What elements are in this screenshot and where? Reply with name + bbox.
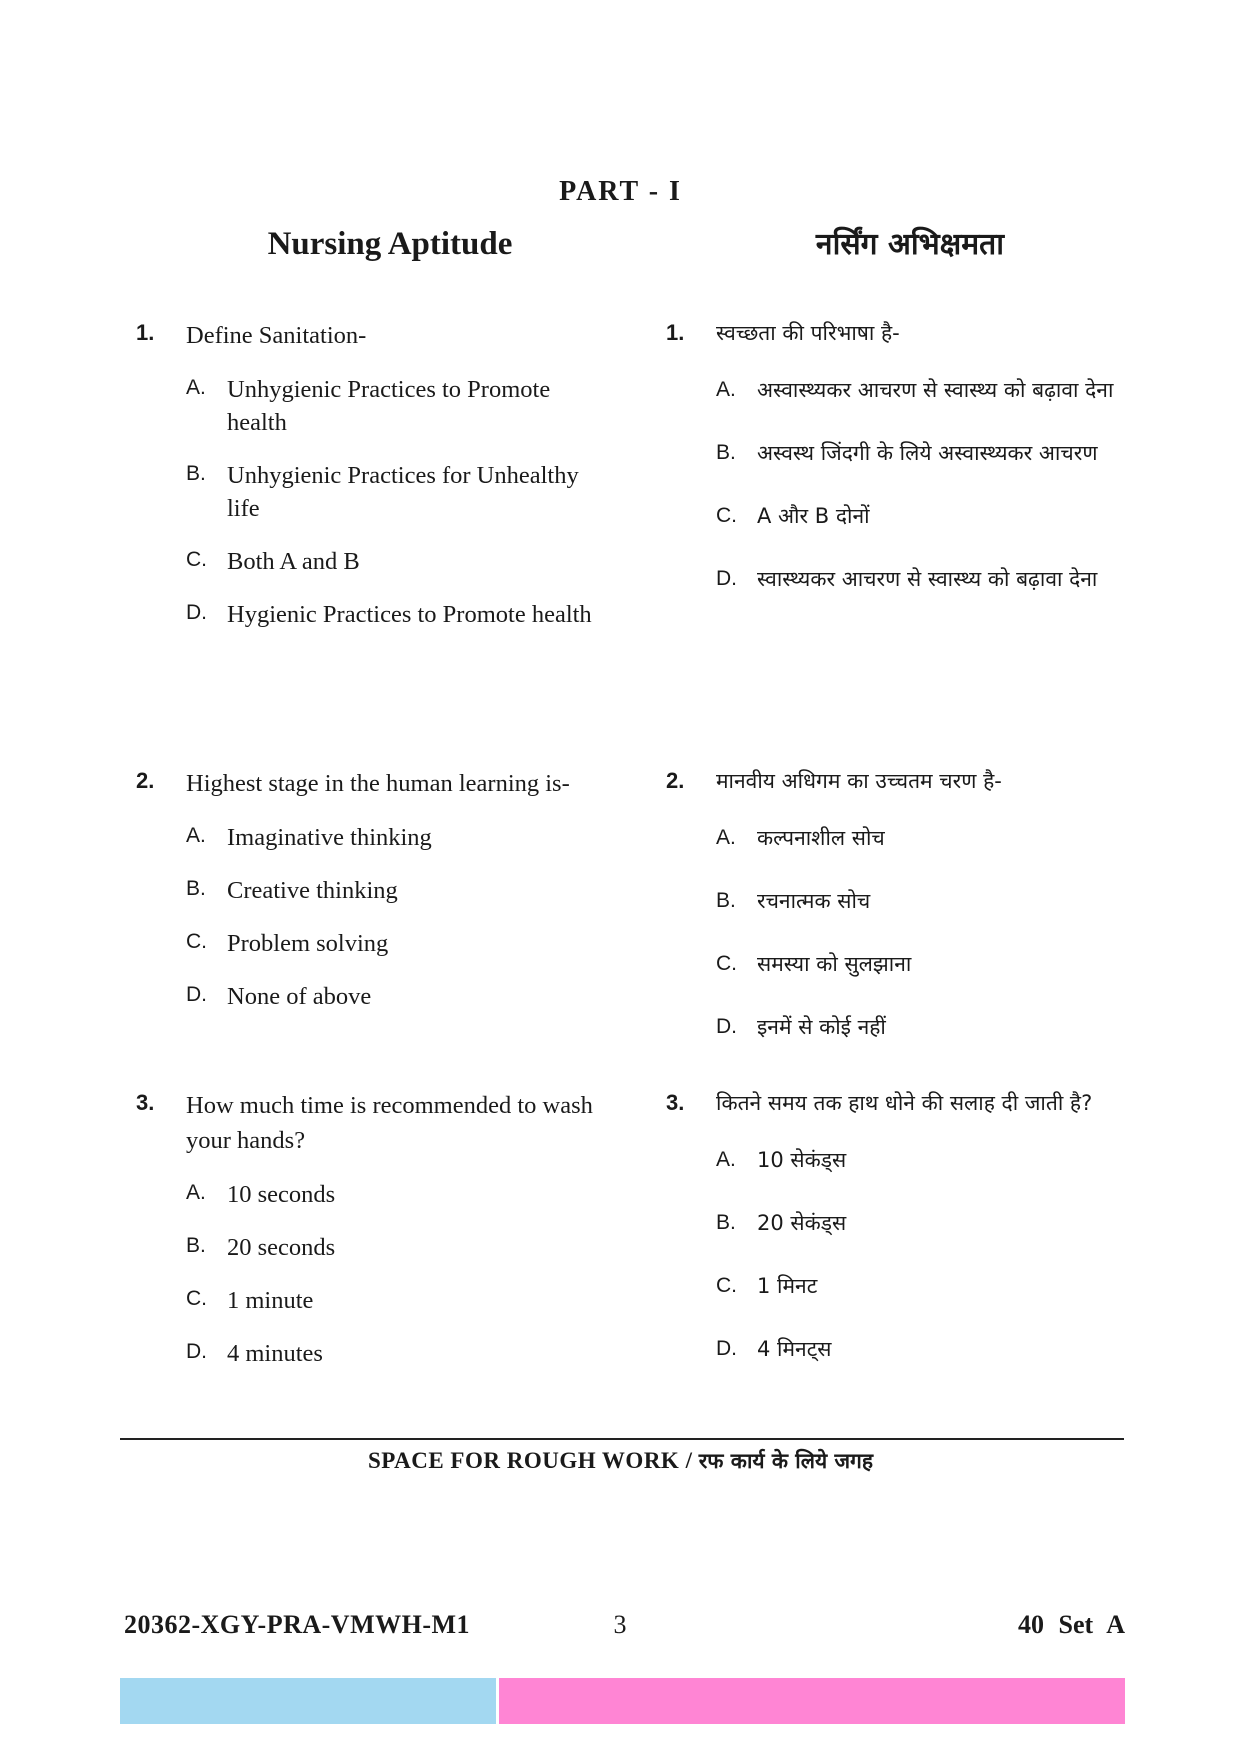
option-text: कल्पनाशील सोच	[757, 826, 885, 850]
question-text: How much time is recommended to wash your hands?	[186, 1092, 593, 1154]
option-letter: D.	[716, 1015, 737, 1038]
question-number: 1.	[136, 320, 155, 345]
option-d	[716, 1329, 1146, 1370]
booklet-code: 20362-XGY-PRA-VMWH-M1	[124, 1610, 471, 1639]
option-text: 10 सेकंड्स	[757, 1148, 847, 1172]
option-a	[716, 818, 1146, 859]
question-text: मानवीय अधिगम का उच्चतम चरण है-	[716, 769, 1002, 793]
option-text: A और B दोनों	[757, 504, 870, 528]
option-text: समस्या को सुलझाना	[757, 952, 912, 976]
option-letter: B.	[186, 462, 206, 485]
option-c	[716, 944, 1146, 985]
section-title-english: Nursing Aptitude	[267, 226, 513, 262]
option-d	[716, 1007, 1146, 1048]
option-d	[716, 559, 1146, 600]
question-1-en	[136, 318, 606, 631]
option-letter: C.	[186, 930, 207, 953]
option-letter: D.	[186, 601, 207, 624]
option-b	[716, 1203, 1146, 1244]
option-a	[716, 370, 1146, 411]
question-number: 1.	[666, 320, 685, 345]
option-text: रचनात्मक सोच	[757, 889, 871, 913]
question-1-hi	[666, 318, 1146, 600]
question-text: Highest stage in the human learning is-	[186, 770, 570, 797]
option-letter: C.	[186, 548, 207, 571]
question-number: 2.	[136, 768, 155, 793]
question-text: स्वच्छता की परिभाषा है-	[716, 321, 900, 345]
footer-color-bar-blue	[120, 1678, 496, 1724]
question-2-en	[136, 766, 606, 1013]
section-title-hindi: नर्सिंग अभिक्षमता	[815, 227, 1005, 262]
option-text: 20 सेकंड्स	[757, 1211, 847, 1235]
option-text: 1 मिनट	[757, 1274, 818, 1298]
option-letter: B.	[716, 441, 736, 464]
option-letter: B.	[716, 889, 736, 912]
question-number: 3.	[136, 1090, 155, 1115]
option-letter: C.	[186, 1287, 207, 1310]
option-c	[186, 545, 606, 578]
option-b	[186, 874, 606, 907]
question-3-en	[136, 1088, 606, 1370]
option-text: Hygienic Practices to Promote health	[227, 601, 592, 628]
set-label: 40 Set A	[1018, 1610, 1125, 1639]
option-text: Problem solving	[227, 930, 389, 957]
footer-color-bar-pink	[499, 1678, 1125, 1724]
option-text: Creative thinking	[227, 877, 398, 904]
option-d	[186, 980, 606, 1013]
part-heading: PART - I	[559, 176, 682, 207]
option-letter: D.	[186, 983, 207, 1006]
question-text: Define Sanitation-	[186, 322, 367, 349]
option-text: Both A and B	[227, 548, 360, 575]
question-text: कितने समय तक हाथ धोने की सलाह दी जाती है?	[716, 1091, 1093, 1115]
option-b	[716, 433, 1146, 474]
option-c	[186, 927, 606, 960]
option-text: Imaginative thinking	[227, 824, 432, 851]
question-3-hi	[666, 1088, 1146, 1370]
option-letter: A.	[186, 824, 206, 847]
page-number: 3	[613, 1610, 627, 1639]
question-number: 3.	[666, 1090, 685, 1115]
option-d	[186, 598, 606, 631]
option-letter: A.	[186, 1181, 206, 1204]
option-b	[186, 459, 606, 525]
option-letter: D.	[716, 567, 737, 590]
rough-work-label	[0, 1447, 1241, 1475]
option-a	[186, 1178, 606, 1211]
option-b	[716, 881, 1146, 922]
option-a	[716, 1140, 1146, 1181]
option-letter: A.	[186, 376, 206, 399]
option-letter: D.	[186, 1340, 207, 1363]
option-c	[716, 1266, 1146, 1307]
question-2-hi	[666, 766, 1146, 1048]
option-text: Unhygienic Practices for Unhealthy life	[227, 462, 579, 522]
option-c	[186, 1284, 606, 1317]
option-d	[186, 1337, 606, 1370]
option-letter: C.	[716, 952, 737, 975]
option-letter: C.	[716, 1274, 737, 1297]
option-letter: B.	[186, 877, 206, 900]
option-text: 20 seconds	[227, 1234, 336, 1261]
rough-work-label-english: SPACE FOR ROUGH WORK /	[367, 1448, 699, 1473]
option-a	[186, 821, 606, 854]
question-number: 2.	[666, 768, 685, 793]
option-letter: B.	[186, 1234, 206, 1257]
option-letter: A.	[716, 1148, 736, 1171]
rough-work-label-hindi: रफ कार्य के लिये जगह	[698, 1449, 874, 1473]
option-text: Unhygienic Practices to Promote health	[227, 376, 551, 436]
option-letter: A.	[716, 378, 736, 401]
option-letter: D.	[716, 1337, 737, 1360]
option-letter: B.	[716, 1211, 736, 1234]
rough-work-divider	[120, 1438, 1124, 1440]
option-text: 4 minutes	[227, 1340, 323, 1367]
option-text: 1 minute	[227, 1287, 314, 1314]
option-text: अस्वस्थ जिंदगी के लिये अस्वास्थ्यकर आचरण	[757, 441, 1098, 465]
option-letter: A.	[716, 826, 736, 849]
option-text: 4 मिनट्स	[757, 1337, 832, 1361]
option-text: स्वास्थ्यकर आचरण से स्वास्थ्य को बढ़ावा देना	[757, 567, 1098, 591]
option-text: इनमें से कोई नहीं	[757, 1015, 886, 1039]
option-text: अस्वास्थ्यकर आचरण से स्वास्थ्य को बढ़ावा देना	[757, 378, 1114, 402]
option-letter: C.	[716, 504, 737, 527]
option-text: 10 seconds	[227, 1181, 336, 1208]
option-c	[716, 496, 1146, 537]
option-a	[186, 373, 606, 439]
option-b	[186, 1231, 606, 1264]
option-text: None of above	[227, 983, 372, 1010]
